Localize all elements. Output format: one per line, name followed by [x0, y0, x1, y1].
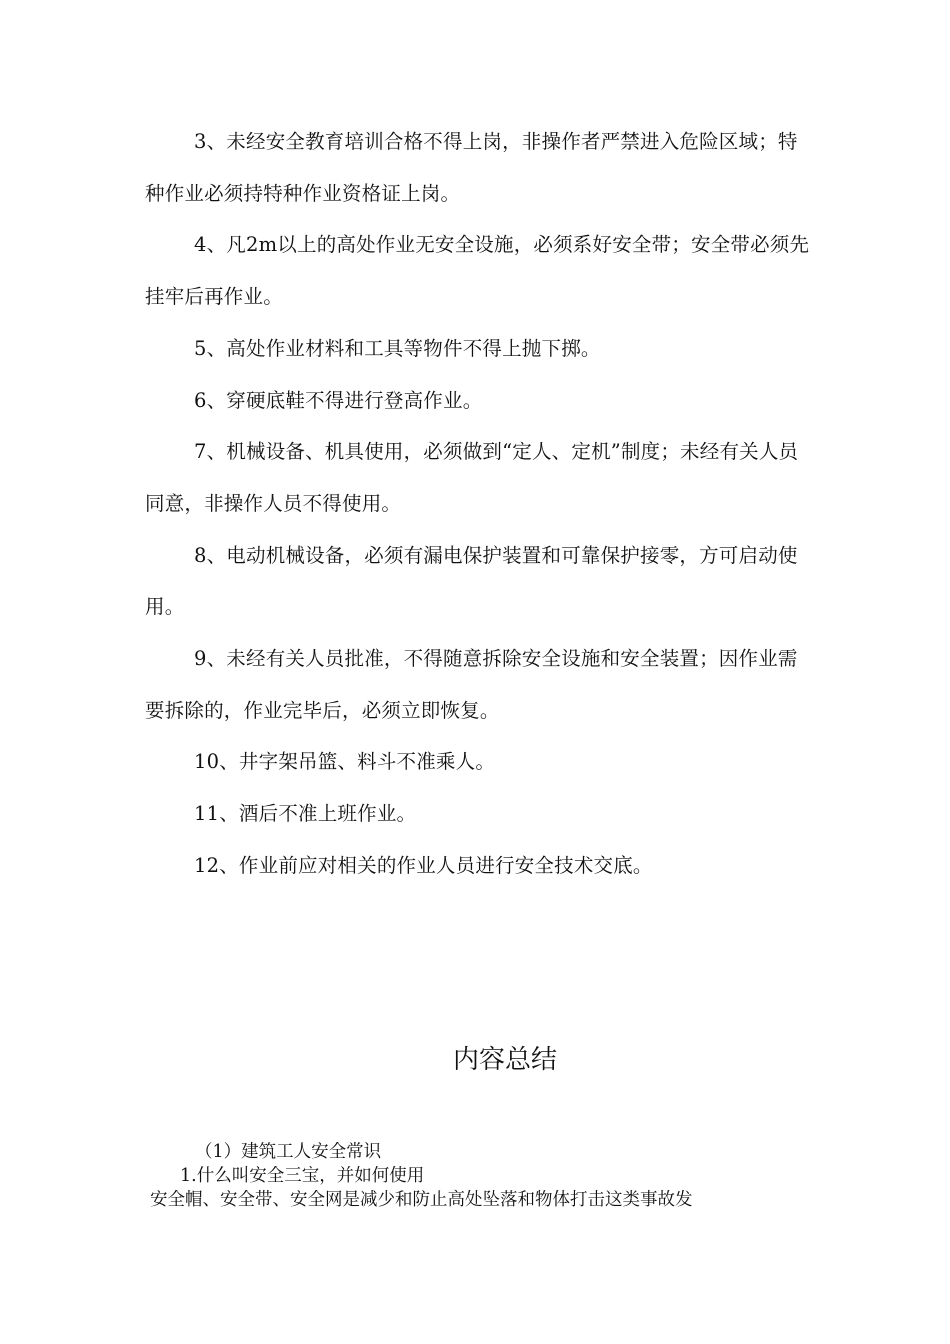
rule-item: 9、未经有关人员批准，不得随意拆除安全设施和安全装置；因作业需要拆除的，作业完毕后，必须立即恢复。: [145, 647, 798, 722]
rule-item: 7、机械设备、机具使用，必须做到“定人、定机”制度；未经有关人员同意，非操作人员不得使用。: [145, 440, 799, 515]
rule-item: 11、酒后不准上班作业。: [194, 802, 417, 826]
summary-line: 1.什么叫安全三宝，并如何使用: [180, 1166, 425, 1186]
rule-item: 12、作业前应对相关的作业人员进行安全技术交底。: [194, 853, 653, 877]
summary-title: 内容总结: [452, 1045, 557, 1075]
summary-line: （1）建筑工人安全常识: [195, 1142, 382, 1162]
safety-rules-list: [145, 116, 810, 892]
rule-item: 3、未经安全教育培训合格不得上岗，非操作者严禁进入危险区域；特种作业必须持特种作业资格证上岗。: [145, 130, 798, 205]
rule-item: 4、凡2m以上的高处作业无安全设施，必须系好安全带；安全带必须先挂牢后再作业。: [145, 233, 810, 309]
summary-line: 安全帽、安全带、安全网是减少和防止高处坠落和物体打击这类事故发: [150, 1190, 693, 1210]
rule-item: 5、高处作业材料和工具等物件不得上抛下掷。: [194, 336, 601, 360]
rule-item: 8、电动机械设备，必须有漏电保护装置和可靠保护接零，方可启动使用。: [145, 543, 798, 619]
rule-item: 6、穿硬底鞋不得进行登高作业。: [194, 388, 483, 412]
rule-item: 10、井字架吊篮、料斗不准乘人。: [194, 750, 496, 774]
